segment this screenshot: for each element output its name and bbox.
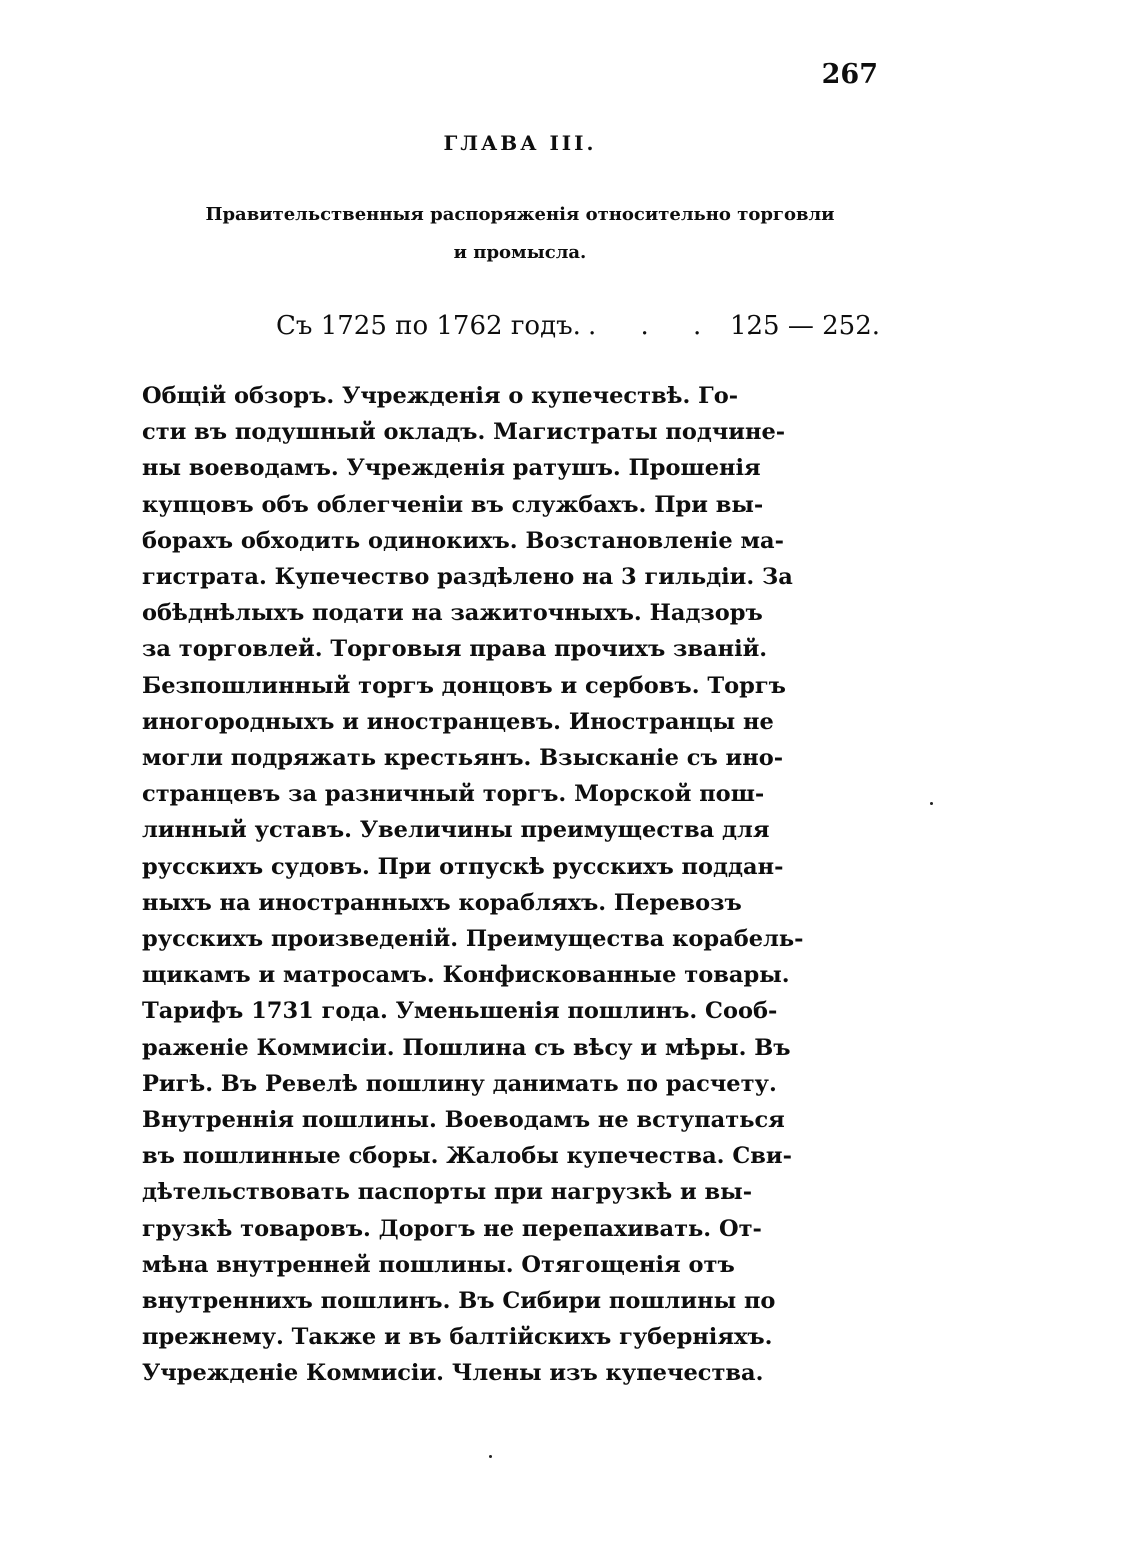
summary-line: Внутреннія пошлины. Воеводамъ не вступаться [142, 1107, 785, 1134]
summary-line: гистрата. Купечество раздѣлено на 3 гильдіи. За [142, 564, 793, 591]
section-title [140, 196, 900, 272]
chapter-heading: ГЛАВА III. [443, 131, 597, 155]
summary-line: сти въ подушный окладъ. Магистраты подчине- [142, 419, 786, 446]
summary-line: ныхъ на иностранныхъ корабляхъ. Перевозъ [142, 889, 742, 916]
summary-line: Тарифъ 1731 года. Уменьшенія пошлинъ. Сооб- [142, 998, 778, 1025]
summary-line: иногородныхъ и иностранцевъ. Иностранцы не [142, 708, 774, 735]
period-line [276, 306, 880, 346]
summary-line: ны воеводамъ. Учрежденія ратушъ. Прошенія [142, 455, 761, 482]
summary-line: Безпошлинный торгъ донцовъ и сербовъ. Торгъ [142, 672, 786, 699]
summary-line: купцовъ объ облегченіи въ службахъ. При вы- [142, 491, 764, 518]
chapter-summary [142, 378, 804, 1392]
ink-speck [489, 1455, 492, 1458]
summary-line: внутреннихъ пошлинъ. Въ Сибири пошлины по [142, 1288, 776, 1315]
summary-line: борахъ обходить одинокихъ. Возстановленіе ма- [142, 527, 784, 554]
summary-line: русскихъ произведеній. Преимущества корабель- [142, 926, 804, 953]
summary-line: мѣна внутренней пошлины. Отягощенія отъ [142, 1251, 735, 1278]
period-page-range: 125 — 252. [729, 311, 880, 341]
summary-line: странцевъ за разничный торгъ. Морской пош- [142, 781, 765, 808]
summary-line: линный уставъ. Увеличины преимущества для [142, 817, 770, 844]
summary-line: въ пошлинные сборы. Жалобы купечества. Сви- [142, 1143, 792, 1170]
summary-line: русскихъ судовъ. При отпускѣ русскихъ поддан- [142, 853, 784, 880]
summary-line: прежнему. Также и въ балтійскихъ губерніяхъ. [142, 1324, 773, 1351]
page-number: 267 [821, 59, 878, 90]
summary-line: Общій обзоръ. Учрежденія о купечествѣ. Го- [142, 383, 739, 409]
summary-line: Учрежденіе Коммисіи. Члены изъ купечества. [142, 1360, 764, 1387]
section-title-line-2: и промысла. [453, 242, 587, 263]
summary-line: дѣтельствовать паспорты при нагрузкѣ и вы- [142, 1179, 753, 1206]
summary-line: грузкѣ товаровъ. Дорогъ не перепахивать. От- [142, 1215, 762, 1242]
summary-line: обѣднѣлыхъ подати на зажиточныхъ. Надзоръ [142, 600, 763, 627]
section-title-line-1: Правительственныя распоряженія относительно торговли [205, 204, 835, 225]
summary-line: могли подряжать крестьянъ. Взысканіе съ ино- [142, 745, 784, 772]
ink-speck [930, 802, 933, 805]
period-leader-dots: . . . . [588, 311, 772, 341]
period-range: Съ 1725 по 1762 годъ. [276, 311, 581, 341]
summary-line: Ригѣ. Въ Ревелѣ пошлину данимать по расчету. [142, 1070, 777, 1097]
summary-line: щикамъ и матросамъ. Конфискованные товары. [142, 962, 790, 989]
summary-line: раженіе Коммисіи. Пошлина съ вѣсу и мѣры. Въ [142, 1034, 791, 1061]
summary-line: за торговлей. Торговыя права прочихъ званій. [142, 636, 768, 663]
